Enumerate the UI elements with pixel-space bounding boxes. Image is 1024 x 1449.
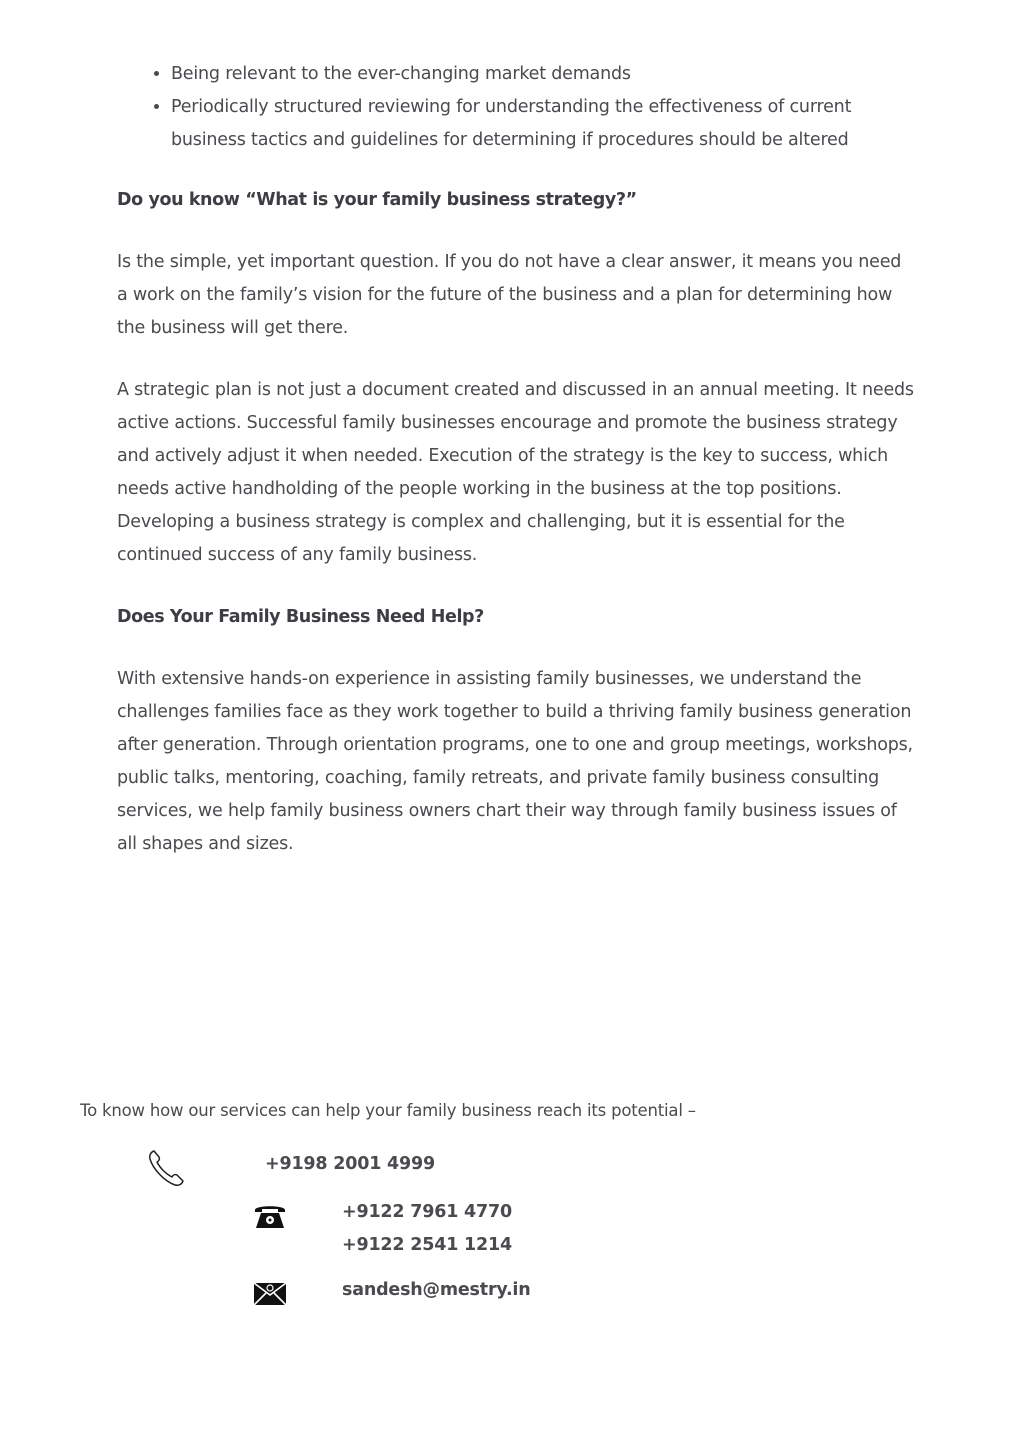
section-heading-help: Does Your Family Business Need Help?: [117, 607, 484, 627]
landline-number-2[interactable]: +9122 2541 1214: [342, 1235, 512, 1255]
telephone-icon: [253, 1202, 287, 1234]
list-item: • Periodically structured reviewing for understanding the effectiveness of current business tactics and guidelines for determining if procedures should be altered: [171, 91, 917, 157]
email-link[interactable]: sandesh@mestry.in: [342, 1280, 531, 1300]
paragraph-experience: With extensive hands-on experience in assisting family businesses, we understand the challenges families face as they work together to build a thriving family business generation after generation. Through orientation programs, one to one and group meetings, workshops, public talks, mentoring, coaching, family retreats, and private family business consulting services, we help family business owners chart their way through family business issues of all shapes and sizes.: [117, 669, 913, 854]
phone-handset-icon: [146, 1148, 186, 1192]
footer-intro-text: To know how our services can help your family business reach its potential –: [80, 1101, 696, 1120]
email-envelope-icon: [253, 1282, 287, 1310]
section-heading-strategy: Do you know “What is your family business strategy?”: [117, 190, 637, 210]
list-item: • Being relevant to the ever-changing market demands: [171, 58, 917, 91]
paragraph-question: Is the simple, yet important question. If you do not have a clear answer, it means you need a work on the family’s vision for the future of the business and a plan for determining how the business will get there.: [117, 252, 902, 338]
article-body: [117, 58, 917, 861]
mobile-number[interactable]: +9198 2001 4999: [265, 1154, 435, 1174]
paragraph-strategic-plan: A strategic plan is not just a document created and discussed in an annual meeting. It needs active actions. Successful family businesses encourage and promote the business strategy and actively adjust it when needed. Execution of the strategy is the key to success, which needs active handholding of the people working in the business at the top positions. Developing a business strategy is complex and challenging, but it is essential for the continued success of any family business.: [117, 380, 914, 565]
bullet-list: [117, 58, 917, 157]
landline-number-1[interactable]: +9122 7961 4770: [342, 1202, 512, 1222]
